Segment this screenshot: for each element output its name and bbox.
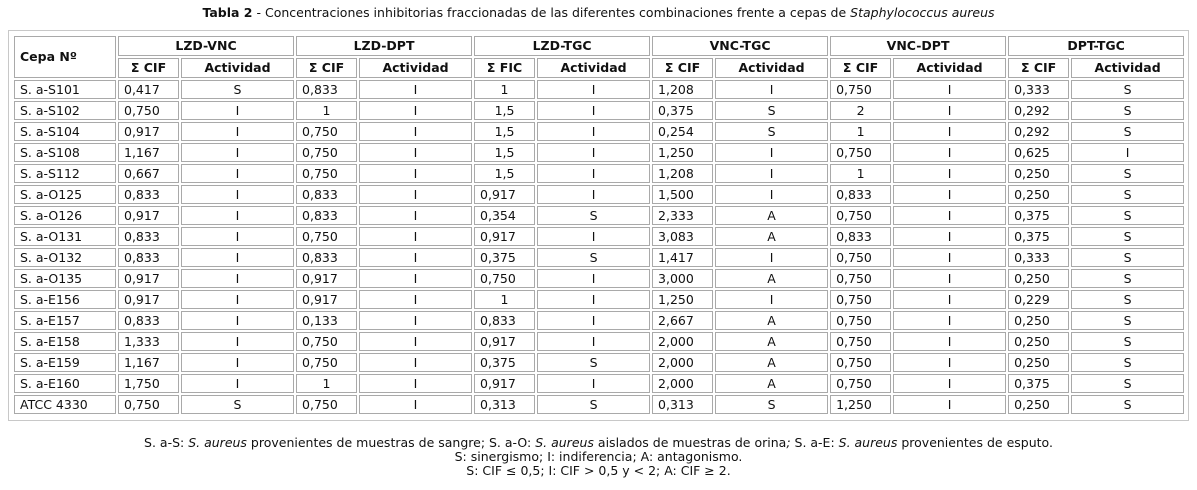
- cif-value-cell: 0,254: [652, 122, 713, 141]
- cif-value-cell: 1,167: [118, 353, 179, 372]
- activity-cell: I: [893, 80, 1006, 99]
- cif-value-cell: 1,5: [474, 143, 535, 162]
- note-text: provenientes de muestras de sangre; S. a-O:: [246, 435, 536, 450]
- note-text: aislados de muestras de orina: [593, 435, 787, 450]
- note-text: S. a-S:: [144, 435, 189, 450]
- caption-text: - Concentraciones inhibitorias fraccionadas de las diferentes combinaciones frente a cepas de: [252, 5, 851, 20]
- table-row: [14, 80, 1184, 99]
- strain-cell: S. a-E160: [14, 374, 116, 393]
- cif-value-cell: 0,917: [474, 227, 535, 246]
- activity-cell: I: [893, 185, 1006, 204]
- sum-cif-header: Σ CIF: [118, 58, 179, 78]
- activity-cell: I: [537, 374, 650, 393]
- note-line-2: S: sinergismo; I: indiferencia; A: antagonismo.: [454, 449, 743, 464]
- activity-cell: S: [1071, 332, 1184, 351]
- activity-cell: S: [1071, 290, 1184, 309]
- activity-cell: I: [181, 122, 294, 141]
- activity-cell: I: [537, 164, 650, 183]
- actividad-header: Actividad: [715, 58, 828, 78]
- activity-cell: I: [359, 332, 472, 351]
- cif-value-cell: 0,250: [1008, 311, 1069, 330]
- cif-value-cell: 0,750: [296, 332, 357, 351]
- caption-label: Tabla 2: [202, 5, 253, 20]
- table-row: [14, 164, 1184, 183]
- activity-cell: S: [715, 395, 828, 414]
- activity-cell: A: [715, 332, 828, 351]
- strain-cell: S. a-E157: [14, 311, 116, 330]
- cif-value-cell: 1,167: [118, 143, 179, 162]
- activity-cell: I: [181, 269, 294, 288]
- activity-cell: S: [1071, 164, 1184, 183]
- actividad-header: Actividad: [359, 58, 472, 78]
- activity-cell: I: [359, 101, 472, 120]
- activity-cell: S: [537, 395, 650, 414]
- cif-value-cell: 2: [830, 101, 891, 120]
- cif-value-cell: 2,667: [652, 311, 713, 330]
- table-frame: [8, 30, 1189, 421]
- cif-value-cell: 0,750: [296, 227, 357, 246]
- cif-value-cell: 0,917: [296, 290, 357, 309]
- cif-value-cell: 0,917: [118, 206, 179, 225]
- table-row: [14, 143, 1184, 162]
- actividad-header: Actividad: [537, 58, 650, 78]
- cif-value-cell: 0,833: [118, 311, 179, 330]
- cif-value-cell: 1: [830, 164, 891, 183]
- strain-cell: S. a-E156: [14, 290, 116, 309]
- cif-value-cell: 0,750: [118, 395, 179, 414]
- activity-cell: S: [1071, 185, 1184, 204]
- activity-cell: I: [537, 227, 650, 246]
- activity-cell: A: [715, 353, 828, 372]
- activity-cell: I: [537, 80, 650, 99]
- cif-value-cell: 1,417: [652, 248, 713, 267]
- row-header: Cepa Nº: [14, 36, 116, 78]
- activity-cell: S: [537, 353, 650, 372]
- cif-value-cell: 1: [296, 101, 357, 120]
- activity-cell: I: [537, 185, 650, 204]
- activity-cell: I: [359, 122, 472, 141]
- cif-value-cell: 1,5: [474, 122, 535, 141]
- activity-cell: I: [359, 80, 472, 99]
- strain-cell: S. a-E158: [14, 332, 116, 351]
- cif-value-cell: 0,750: [830, 311, 891, 330]
- cif-value-cell: 1,250: [652, 290, 713, 309]
- cif-value-cell: 0,625: [1008, 143, 1069, 162]
- activity-cell: I: [181, 227, 294, 246]
- cif-value-cell: 0,375: [1008, 374, 1069, 393]
- strain-cell: S. a-S102: [14, 101, 116, 120]
- activity-cell: I: [893, 206, 1006, 225]
- note-species: S. aureus: [838, 435, 898, 450]
- cif-value-cell: 0,833: [830, 185, 891, 204]
- note-species: S. aureus: [188, 435, 247, 450]
- cif-value-cell: 0,333: [1008, 248, 1069, 267]
- table-caption: [0, 5, 1197, 20]
- strain-cell: S. a-S112: [14, 164, 116, 183]
- cif-value-cell: 1: [474, 290, 535, 309]
- cif-value-cell: 0,750: [830, 332, 891, 351]
- activity-cell: I: [359, 143, 472, 162]
- subheader-row: [14, 58, 1184, 78]
- activity-cell: I: [181, 101, 294, 120]
- cif-value-cell: 0,833: [118, 248, 179, 267]
- caption-species: Staphylococcus aureus: [850, 5, 995, 20]
- table-row: [14, 101, 1184, 120]
- activity-cell: S: [1071, 248, 1184, 267]
- activity-cell: I: [893, 143, 1006, 162]
- cif-value-cell: 0,250: [1008, 164, 1069, 183]
- strain-cell: S. a-E159: [14, 353, 116, 372]
- strain-cell: S. a-O132: [14, 248, 116, 267]
- cif-value-cell: 0,354: [474, 206, 535, 225]
- activity-cell: I: [893, 290, 1006, 309]
- activity-cell: I: [181, 290, 294, 309]
- activity-cell: S: [1071, 353, 1184, 372]
- activity-cell: I: [181, 185, 294, 204]
- table-row: [14, 290, 1184, 309]
- activity-cell: S: [1071, 374, 1184, 393]
- activity-cell: I: [181, 164, 294, 183]
- sum-cif-header: Σ CIF: [830, 58, 891, 78]
- table-row: [14, 269, 1184, 288]
- activity-cell: I: [359, 248, 472, 267]
- activity-cell: A: [715, 374, 828, 393]
- table-row: [14, 311, 1184, 330]
- cif-value-cell: 0,750: [296, 395, 357, 414]
- cif-value-cell: 0,750: [830, 290, 891, 309]
- cif-value-cell: 3,083: [652, 227, 713, 246]
- cif-value-cell: 0,333: [1008, 80, 1069, 99]
- cif-value-cell: 0,750: [296, 143, 357, 162]
- strain-cell: S. a-O125: [14, 185, 116, 204]
- activity-cell: S: [537, 206, 650, 225]
- group-header: LZD-TGC: [474, 36, 650, 56]
- activity-cell: I: [715, 290, 828, 309]
- strain-cell: S. a-O131: [14, 227, 116, 246]
- cif-value-cell: 0,375: [1008, 227, 1069, 246]
- activity-cell: I: [893, 395, 1006, 414]
- activity-cell: I: [715, 164, 828, 183]
- cif-value-cell: 0,250: [1008, 353, 1069, 372]
- activity-cell: I: [537, 122, 650, 141]
- activity-cell: I: [715, 248, 828, 267]
- activity-cell: I: [893, 227, 1006, 246]
- activity-cell: S: [1071, 311, 1184, 330]
- cif-value-cell: 0,917: [474, 374, 535, 393]
- activity-cell: I: [181, 353, 294, 372]
- actividad-header: Actividad: [1071, 58, 1184, 78]
- sum-cif-header: Σ CIF: [652, 58, 713, 78]
- sum-cif-header: Σ CIF: [296, 58, 357, 78]
- activity-cell: I: [1071, 143, 1184, 162]
- cif-value-cell: 0,917: [118, 269, 179, 288]
- cif-value-cell: 0,417: [118, 80, 179, 99]
- results-table: [12, 34, 1186, 416]
- cif-value-cell: 1,500: [652, 185, 713, 204]
- cif-value-cell: 0,250: [1008, 332, 1069, 351]
- activity-cell: A: [715, 227, 828, 246]
- cif-value-cell: 0,292: [1008, 122, 1069, 141]
- cif-value-cell: 1,333: [118, 332, 179, 351]
- activity-cell: I: [893, 248, 1006, 267]
- cif-value-cell: 2,000: [652, 353, 713, 372]
- activity-cell: S: [537, 248, 650, 267]
- activity-cell: I: [893, 122, 1006, 141]
- activity-cell: S: [1071, 101, 1184, 120]
- cif-value-cell: 0,313: [652, 395, 713, 414]
- activity-cell: S: [1071, 269, 1184, 288]
- activity-cell: I: [537, 290, 650, 309]
- strain-cell: S. a-S101: [14, 80, 116, 99]
- activity-cell: I: [893, 101, 1006, 120]
- cif-value-cell: 0,313: [474, 395, 535, 414]
- cif-value-cell: 2,000: [652, 374, 713, 393]
- cif-value-cell: 0,917: [296, 269, 357, 288]
- cif-value-cell: 0,375: [474, 353, 535, 372]
- activity-cell: S: [715, 101, 828, 120]
- activity-cell: I: [893, 332, 1006, 351]
- activity-cell: I: [359, 374, 472, 393]
- cif-value-cell: 1,208: [652, 164, 713, 183]
- note-species: ;: [786, 435, 791, 450]
- cif-value-cell: 0,229: [1008, 290, 1069, 309]
- activity-cell: I: [893, 311, 1006, 330]
- activity-cell: S: [1071, 206, 1184, 225]
- cif-value-cell: 0,750: [830, 248, 891, 267]
- cif-value-cell: 0,833: [830, 227, 891, 246]
- table-row: [14, 185, 1184, 204]
- cif-value-cell: 1,208: [652, 80, 713, 99]
- activity-cell: I: [359, 395, 472, 414]
- activity-cell: I: [181, 311, 294, 330]
- cif-value-cell: 0,750: [830, 374, 891, 393]
- cif-value-cell: 0,250: [1008, 395, 1069, 414]
- activity-cell: I: [537, 269, 650, 288]
- table-notes: [0, 436, 1197, 478]
- cif-value-cell: 3,000: [652, 269, 713, 288]
- activity-cell: I: [359, 185, 472, 204]
- activity-cell: I: [359, 227, 472, 246]
- cif-value-cell: 0,833: [296, 80, 357, 99]
- note-text: provenientes de esputo.: [897, 435, 1053, 450]
- note-species: S. aureus: [535, 435, 594, 450]
- cif-value-cell: 0,917: [474, 185, 535, 204]
- activity-cell: S: [1071, 122, 1184, 141]
- activity-cell: S: [181, 80, 294, 99]
- group-header: LZD-DPT: [296, 36, 472, 56]
- strain-cell: S. a-O126: [14, 206, 116, 225]
- cif-value-cell: 0,833: [296, 206, 357, 225]
- sum-cif-header: Σ CIF: [1008, 58, 1069, 78]
- activity-cell: I: [715, 143, 828, 162]
- cif-value-cell: 0,833: [118, 185, 179, 204]
- cif-value-cell: 0,750: [830, 353, 891, 372]
- cif-value-cell: 0,917: [118, 290, 179, 309]
- activity-cell: I: [181, 374, 294, 393]
- cif-value-cell: 2,333: [652, 206, 713, 225]
- activity-cell: I: [181, 206, 294, 225]
- activity-cell: I: [893, 374, 1006, 393]
- cif-value-cell: 0,375: [1008, 206, 1069, 225]
- cif-value-cell: 0,750: [296, 164, 357, 183]
- activity-cell: A: [715, 269, 828, 288]
- cif-value-cell: 0,750: [296, 353, 357, 372]
- activity-cell: I: [359, 353, 472, 372]
- cif-value-cell: 0,833: [296, 185, 357, 204]
- activity-cell: I: [715, 185, 828, 204]
- table-row: [14, 122, 1184, 141]
- table-body: [14, 80, 1184, 414]
- activity-cell: I: [359, 290, 472, 309]
- actividad-header: Actividad: [893, 58, 1006, 78]
- activity-cell: I: [359, 311, 472, 330]
- strain-cell: ATCC 4330: [14, 395, 116, 414]
- activity-cell: I: [359, 164, 472, 183]
- cif-value-cell: 0,833: [296, 248, 357, 267]
- activity-cell: I: [181, 248, 294, 267]
- cif-value-cell: 2,000: [652, 332, 713, 351]
- strain-cell: S. a-O135: [14, 269, 116, 288]
- cif-value-cell: 0,750: [830, 206, 891, 225]
- cif-value-cell: 1,5: [474, 101, 535, 120]
- activity-cell: A: [715, 206, 828, 225]
- cif-value-cell: 0,133: [296, 311, 357, 330]
- cif-value-cell: 1: [830, 122, 891, 141]
- activity-cell: I: [537, 311, 650, 330]
- note-line-1: [0, 436, 1197, 450]
- table-row: [14, 353, 1184, 372]
- note-line-3: S: CIF ≤ 0,5; I: CIF > 0,5 y < 2; A: CIF ≥ 2.: [466, 463, 731, 478]
- activity-cell: I: [359, 269, 472, 288]
- cif-value-cell: 1,250: [830, 395, 891, 414]
- cif-value-cell: 1,5: [474, 164, 535, 183]
- cif-value-cell: 0,750: [830, 143, 891, 162]
- cif-value-cell: 0,833: [474, 311, 535, 330]
- group-header: DPT-TGC: [1008, 36, 1184, 56]
- activity-cell: S: [715, 122, 828, 141]
- group-header: VNC-DPT: [830, 36, 1006, 56]
- cif-value-cell: 1: [296, 374, 357, 393]
- cif-value-cell: 0,667: [118, 164, 179, 183]
- activity-cell: I: [893, 353, 1006, 372]
- cif-value-cell: 0,750: [830, 269, 891, 288]
- activity-cell: S: [1071, 80, 1184, 99]
- activity-cell: I: [359, 206, 472, 225]
- cif-value-cell: 1,750: [118, 374, 179, 393]
- activity-cell: I: [181, 332, 294, 351]
- table-row: [14, 332, 1184, 351]
- cif-value-cell: 0,750: [118, 101, 179, 120]
- table-row: [14, 206, 1184, 225]
- cif-value-cell: 1: [474, 80, 535, 99]
- cif-value-cell: 0,917: [474, 332, 535, 351]
- cif-value-cell: 0,250: [1008, 269, 1069, 288]
- activity-cell: I: [715, 80, 828, 99]
- group-header-row: [14, 36, 1184, 56]
- group-header: VNC-TGC: [652, 36, 828, 56]
- group-header: LZD-VNC: [118, 36, 294, 56]
- cif-value-cell: 0,750: [830, 80, 891, 99]
- actividad-header: Actividad: [181, 58, 294, 78]
- strain-cell: S. a-S108: [14, 143, 116, 162]
- table-row: [14, 395, 1184, 414]
- cif-value-cell: 0,833: [118, 227, 179, 246]
- activity-cell: I: [893, 269, 1006, 288]
- cif-value-cell: 0,750: [474, 269, 535, 288]
- activity-cell: I: [893, 164, 1006, 183]
- strain-cell: S. a-S104: [14, 122, 116, 141]
- cif-value-cell: 1,250: [652, 143, 713, 162]
- sum-cif-header: Σ FIC: [474, 58, 535, 78]
- activity-cell: S: [1071, 227, 1184, 246]
- cif-value-cell: 0,250: [1008, 185, 1069, 204]
- activity-cell: I: [181, 143, 294, 162]
- table-row: [14, 374, 1184, 393]
- cif-value-cell: 0,917: [118, 122, 179, 141]
- activity-cell: I: [537, 101, 650, 120]
- cif-value-cell: 0,750: [296, 122, 357, 141]
- cif-value-cell: 0,375: [652, 101, 713, 120]
- table-row: [14, 227, 1184, 246]
- activity-cell: S: [181, 395, 294, 414]
- activity-cell: A: [715, 311, 828, 330]
- note-text: S. a-E:: [790, 435, 839, 450]
- cif-value-cell: 0,292: [1008, 101, 1069, 120]
- table-row: [14, 248, 1184, 267]
- cif-value-cell: 0,375: [474, 248, 535, 267]
- activity-cell: I: [537, 143, 650, 162]
- activity-cell: I: [537, 332, 650, 351]
- activity-cell: S: [1071, 395, 1184, 414]
